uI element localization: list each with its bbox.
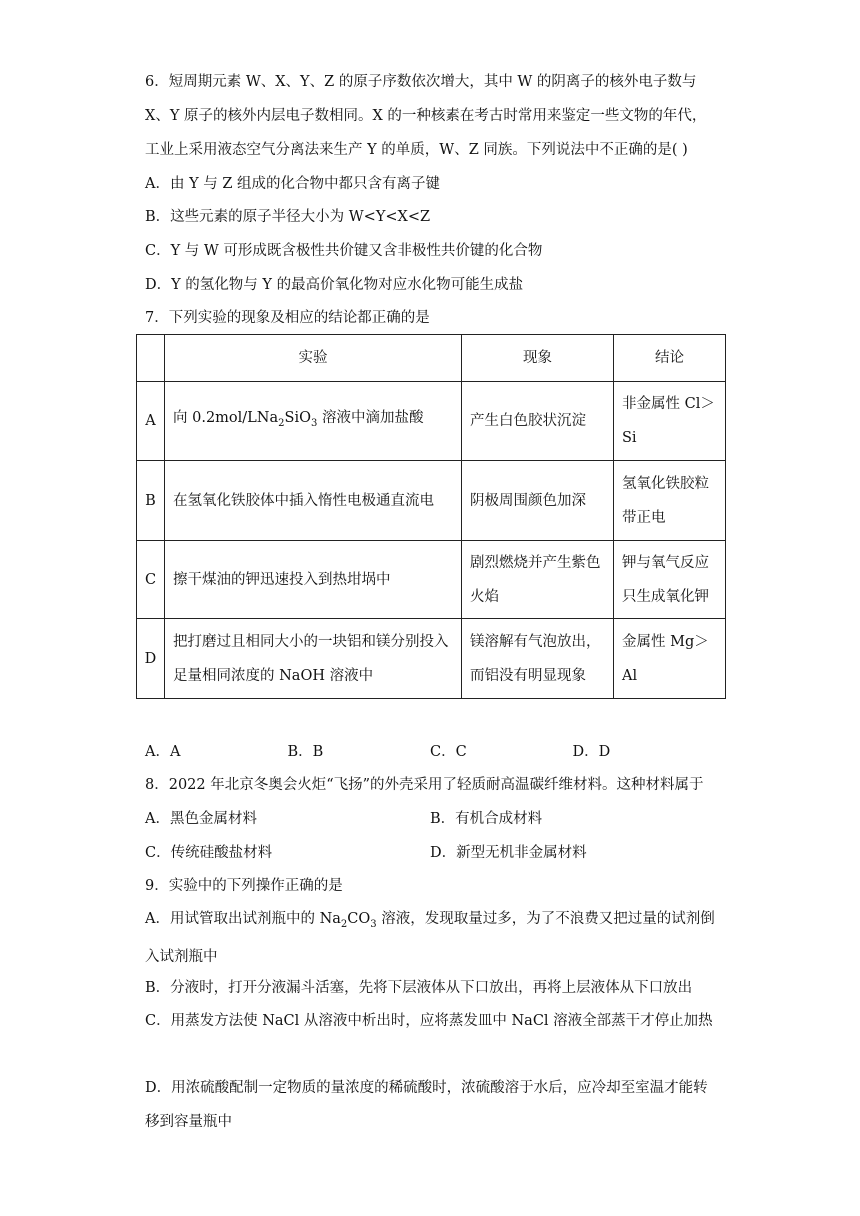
q6-option-b: B．这些元素的原子半径大小为 W<Y<X<Z <box>145 209 431 225</box>
header-experiment: 实验 <box>165 335 462 382</box>
q8-options-row2 <box>145 843 715 863</box>
row-label: D <box>137 619 165 699</box>
q8-option-b: B．有机合成材料 <box>430 811 543 827</box>
q8-options-row1 <box>145 809 715 829</box>
q6-option-a: A．由 Y 与 Z 组成的化合物中都只含有离子键 <box>145 176 441 192</box>
row-conclusion: 非金属性 Cl＞Si <box>614 382 726 461</box>
table-header-row <box>137 335 726 382</box>
q7-option-b: B．B <box>287 744 324 760</box>
q6-stem-line1: 6．短周期元素 W、X、Y、Z 的原子序数依次增大，其中 W 的阴离子的核外电子数与 <box>145 74 697 90</box>
row-experiment: 向 0.2mol/LNa$_2$SiO$_3$ 溶液中滴加盐酸 <box>165 382 462 461</box>
q8-stem: 8．2022 年北京冬奥会火炬“飞扬”的外壳采用了轻质耐高温碳纤维材料。这种材料属于 <box>145 777 704 793</box>
q6-stem-line2: X、Y 原子的核外内层电子数相同。X 的一种核素在考古时常用来鉴定一些文物的年代， <box>145 108 707 124</box>
header-conclusion: 结论 <box>614 335 726 382</box>
q7-stem: 7．下列实验的现象及相应的结论都正确的是 <box>145 310 430 326</box>
q7-option-a: A．A <box>145 744 181 760</box>
table-row <box>137 619 726 699</box>
row-experiment: 把打磨过且相同大小的一块铝和镁分别投入足量相同浓度的 NaOH 溶液中 <box>165 619 462 699</box>
q8-option-a: A．黑色金属材料 <box>145 811 257 827</box>
q8-option-d: D．新型无机非金属材料 <box>430 845 587 861</box>
row-conclusion: 氢氧化铁胶粒带正电 <box>614 461 726 541</box>
row-conclusion: 金属性 Mg＞Al <box>614 619 726 699</box>
q7-option-c: C．C <box>430 744 467 760</box>
row-phenomenon: 阴极周围颜色加深 <box>462 461 614 541</box>
q6-option-c: C．Y 与 W 可形成既含极性共价键又含非极性共价键的化合物 <box>145 243 543 259</box>
q8-option-c: C．传统硅酸盐材料 <box>145 845 273 861</box>
q9-option-d: D．用浓硫酸配制一定物质的量浓度的稀硫酸时，浓硫酸溶于水后，应冷却至室温才能转移到容量瓶中 <box>145 1080 708 1130</box>
row-phenomenon: 镁溶解有气泡放出，而铝没有明显现象 <box>462 619 614 699</box>
row-phenomenon: 产生白色胶状沉淀 <box>462 382 614 461</box>
table-row <box>137 541 726 619</box>
row-conclusion: 钾与氧气反应只生成氧化钾 <box>614 541 726 619</box>
header-phenomenon: 现象 <box>462 335 614 382</box>
row-phenomenon: 剧烈燃烧并产生紫色火焰 <box>462 541 614 619</box>
row-experiment: 擦干煤油的钾迅速投入到热坩埚中 <box>165 541 462 619</box>
row-experiment: 在氢氧化铁胶体中插入惰性电极通直流电 <box>165 461 462 541</box>
q7-option-d: D．D <box>572 744 611 760</box>
row-label: A <box>137 382 165 461</box>
row-label: B <box>137 461 165 541</box>
table-row <box>137 382 726 461</box>
q9-option-b: B．分液时，打开分液漏斗活塞，先将下层液体从下口放出，再将上层液体从下口放出 <box>145 980 693 996</box>
q9-option-c: C．用蒸发方法使 NaCl 从溶液中析出时，应将蒸发皿中 NaCl 溶液全部蒸干才停止加热 <box>145 1013 713 1029</box>
header-blank <box>137 335 165 382</box>
q9-option-a: A．用试管取出试剂瓶中的 $Na_2CO_3$ 溶液，发现取量过多，为了不浪费又把过量的试剂倒入试剂瓶中 <box>145 911 715 966</box>
table-row <box>137 461 726 541</box>
q6-stem-line3: 工业上采用液态空气分离法来生产 Y 的单质，W、Z 同族。下列说法中不正确的是( ) <box>145 142 688 158</box>
experiment-table <box>136 334 726 699</box>
row-label: C <box>137 541 165 619</box>
q9-stem: 9．实验中的下列操作正确的是 <box>145 878 343 894</box>
q7-options <box>145 742 715 762</box>
q6-option-d: D．Y 的氢化物与 Y 的最高价氧化物对应水化物可能生成盐 <box>145 277 524 293</box>
